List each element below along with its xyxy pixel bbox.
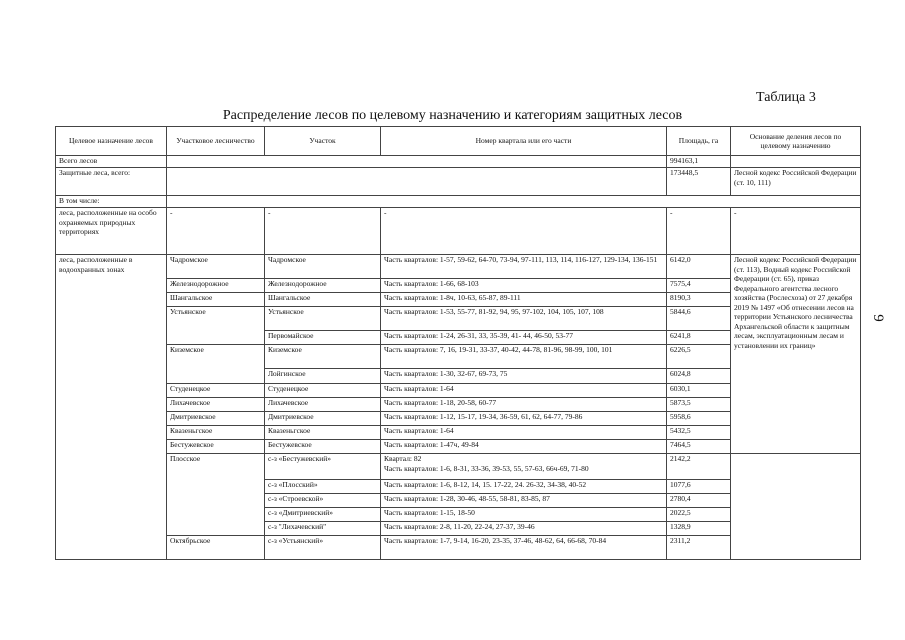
header-plot: Участок — [265, 127, 381, 156]
plot-cell: Железнодорожное — [265, 279, 381, 293]
quarters-cell: Часть кварталов: 1-57, 59-62, 64-70, 73-94, 97-111, 113, 114, 116-127, 129-134, 136-151 — [381, 255, 667, 279]
page-number: 9 — [870, 314, 886, 322]
quarters-cell: Часть кварталов: 1-8ч, 10-63, 65-87, 89-111 — [381, 293, 667, 307]
oopt-plot: - — [265, 208, 381, 255]
district-cell: Октябрьское — [167, 536, 265, 560]
empty-cell — [731, 156, 861, 168]
district-cell: Шангальское — [167, 293, 265, 307]
forest-distribution-table — [55, 126, 861, 560]
oopt-quarters: - — [381, 208, 667, 255]
header-basis: Основание деления лесов по целевому назначению — [731, 127, 861, 156]
row-all-forests — [56, 156, 861, 168]
area-cell: 5844,6 — [667, 307, 731, 331]
table-row — [56, 255, 861, 279]
water-zone-basis: Лесной кодекс Российской Федерации (ст. 113), Водный кодекс Российской Федерации (ст. 65), приказ Федерального агентства лесного хозяйства (Рослесхоза) от 27 декабря 2019 № 1497 «Об отнесении лесов на территории Устьянского лесничества Архангельской области к защитным лесам, эксплуатационным лесам и установлении их границ» — [731, 255, 861, 454]
plot-cell: Студенецкое — [265, 384, 381, 398]
protective-area: 173448,5 — [667, 168, 731, 196]
protective-basis: Лесной кодекс Российской Федерации (ст. 10, 111) — [731, 168, 861, 196]
quarters-cell: Часть кварталов: 2-8, 11-20, 22-24, 27-37, 39-46 — [381, 522, 667, 536]
area-cell: 2311,2 — [667, 536, 731, 560]
empty-cell — [731, 454, 861, 560]
row-protective-forests — [56, 168, 861, 196]
district-cell: Устьянское — [167, 307, 265, 345]
water-zone-label: леса, расположенные в водоохранных зонах — [56, 255, 167, 560]
table-number: Таблица 3 — [756, 90, 816, 105]
quarters-cell: Часть кварталов: 1-7, 9-14, 16-20, 23-35, 37-46, 48-62, 64, 66-68, 70-84 — [381, 536, 667, 560]
quarters-line: Квартал: 82 — [384, 454, 422, 463]
oopt-label: леса, расположенные на особо охраняемых природных территориях — [56, 208, 167, 255]
table-row — [56, 454, 861, 480]
area-cell: 8190,3 — [667, 293, 731, 307]
area-cell: 7464,5 — [667, 440, 731, 454]
quarters-cell: Часть кварталов: 1-28, 30-46, 48-55, 58-81, 83-85, 87 — [381, 494, 667, 508]
area-cell: 1328,9 — [667, 522, 731, 536]
all-forests-area: 994163,1 — [667, 156, 731, 168]
district-cell: Чадромское — [167, 255, 265, 279]
quarters-cell: Часть кварталов: 1-64 — [381, 426, 667, 440]
empty-cell — [167, 156, 667, 168]
plot-cell: с-з «Плосский» — [265, 480, 381, 494]
quarters-line: Часть кварталов: 1-6, 8-31, 33-36, 39-53, 55, 57-63, 66ч-69, 71-80 — [384, 463, 589, 473]
document-title: Распределение лесов по целевому назначению и категориям защитных лесов — [222, 108, 683, 123]
quarters-cell: Часть кварталов: 7, 16, 19-31, 33-37, 40-42, 44-78, 81-96, 98-99, 100, 101 — [381, 345, 667, 369]
area-cell: 2142,2 — [667, 454, 731, 480]
plot-cell: Первомайское — [265, 331, 381, 345]
quarters-cell: Часть кварталов: 1-66, 68-103 — [381, 279, 667, 293]
quarters-cell: Часть кварталов: 1-12, 15-17, 19-34, 36-59, 61, 62, 64-77, 79-86 — [381, 412, 667, 426]
area-cell: 5958,6 — [667, 412, 731, 426]
plot-cell: с-з "Лихачевский" — [265, 522, 381, 536]
plot-cell: с-з «Дмитриевский» — [265, 508, 381, 522]
quarters-cell — [381, 454, 667, 480]
district-cell: Дмитриевское — [167, 412, 265, 426]
district-cell: Студенецкое — [167, 384, 265, 398]
area-cell: 5873,5 — [667, 398, 731, 412]
district-cell: Киземское — [167, 345, 265, 384]
area-cell: 2022,5 — [667, 508, 731, 522]
quarters-cell: Часть кварталов: 1-24, 26-31, 33, 35-39, 41- 44, 46-50, 53-77 — [381, 331, 667, 345]
header-quarters: Номер квартала или его части — [381, 127, 667, 156]
quarters-cell: Часть кварталов: 1-53, 55-77, 81-92, 94, 95, 97-102, 104, 105, 107, 108 — [381, 307, 667, 331]
including-label: В том числе: — [56, 196, 167, 208]
area-cell: 6226,5 — [667, 345, 731, 369]
district-cell: Плосское — [167, 454, 265, 536]
quarters-cell: Часть кварталов: 1-47ч, 49-84 — [381, 440, 667, 454]
quarters-cell: Часть кварталов: 1-30, 32-67, 69-73, 75 — [381, 369, 667, 384]
quarters-cell: Часть кварталов: 1-15, 18-50 — [381, 508, 667, 522]
header-district: Участковое лесничество — [167, 127, 265, 156]
quarters-cell: Часть кварталов: 1-64 — [381, 384, 667, 398]
area-cell: 6030,1 — [667, 384, 731, 398]
area-cell: 5432,5 — [667, 426, 731, 440]
plot-cell: Бестужевское — [265, 440, 381, 454]
plot-cell: с-з «Устьянский» — [265, 536, 381, 560]
plot-cell: Устьянское — [265, 307, 381, 331]
plot-cell: с-з «Бестужевский» — [265, 454, 381, 480]
area-cell: 6024,8 — [667, 369, 731, 384]
plot-cell: Лихачевское — [265, 398, 381, 412]
header-purpose: Целевое назначение лесов — [56, 127, 167, 156]
plot-cell: Квазеньгское — [265, 426, 381, 440]
area-cell: 6241,8 — [667, 331, 731, 345]
row-oopt — [56, 208, 861, 255]
plot-cell: Киземское — [265, 345, 381, 369]
oopt-area: - — [667, 208, 731, 255]
row-including — [56, 196, 861, 208]
all-forests-label: Всего лесов — [56, 156, 167, 168]
quarters-cell: Часть кварталов: 1-6, 8-12, 14, 15. 17-22, 24. 26-32, 34-38, 40-52 — [381, 480, 667, 494]
empty-cell — [167, 168, 667, 196]
header-row — [56, 127, 861, 156]
quarters-cell: Часть кварталов: 1-18, 20-58, 60-77 — [381, 398, 667, 412]
plot-cell: с-з «Строевской» — [265, 494, 381, 508]
area-cell: 1077,6 — [667, 480, 731, 494]
oopt-basis: - — [731, 208, 861, 255]
plot-cell: Лойгинское — [265, 369, 381, 384]
header-area: Площадь, га — [667, 127, 731, 156]
area-cell: 6142,0 — [667, 255, 731, 279]
area-cell: 2780,4 — [667, 494, 731, 508]
district-cell: Железнодорожное — [167, 279, 265, 293]
district-cell: Бестужевское — [167, 440, 265, 454]
district-cell: Квазеньгское — [167, 426, 265, 440]
plot-cell: Дмитриевское — [265, 412, 381, 426]
protective-label: Защитные леса, всего: — [56, 168, 167, 196]
area-cell: 7575,4 — [667, 279, 731, 293]
district-cell: Лихачевское — [167, 398, 265, 412]
plot-cell: Шангальское — [265, 293, 381, 307]
empty-cell — [167, 196, 861, 208]
plot-cell: Чадромское — [265, 255, 381, 279]
oopt-district: - — [167, 208, 265, 255]
